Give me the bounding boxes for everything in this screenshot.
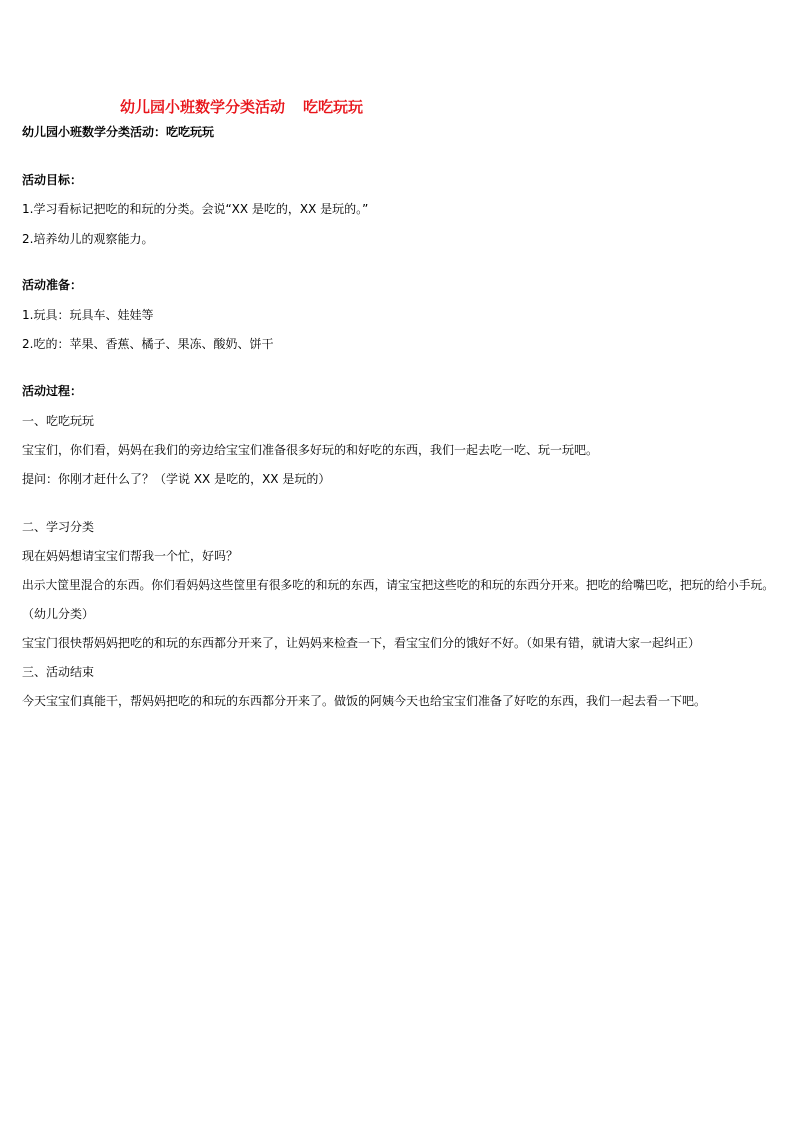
section-1-paragraph: 提问：你刚才赶什么了？（学说 XX 是吃的，XX 是玩的） bbox=[22, 472, 331, 486]
section-1-paragraph: 宝宝们，你们看，妈妈在我们的旁边给宝宝们准备很多好玩的和好吃的东西，我们一起去吃一吃、玩一玩吧。 bbox=[22, 443, 599, 457]
title-part-1: 幼儿园小班数学分类活动 bbox=[120, 98, 286, 116]
section-2-paragraph: 出示大筐里混合的东西。你们看妈妈这些筐里有很多吃的和玩的东西，请宝宝把这些吃的和玩的东西分开来。把吃的给嘴巴吃，把玩的给小手玩。 bbox=[22, 578, 774, 592]
goal-item: 2.培养幼儿的观察能力。 bbox=[22, 232, 154, 246]
section-2-title: 二、学习分类 bbox=[22, 520, 95, 534]
section-2-paragraph: （幼儿分类） bbox=[22, 607, 95, 621]
prep-item: 2.吃的：苹果、香蕉、橘子、果冻、酸奶、饼干 bbox=[22, 337, 274, 351]
section-3-paragraph: 今天宝宝们真能干，帮妈妈把吃的和玩的东西都分开来了。做饭的阿姨今天也给宝宝们准备了好吃的东西，我们一起去看一下吧。 bbox=[22, 694, 707, 708]
section-2-paragraph: 宝宝门很快帮妈妈把吃的和玩的东西都分开来了，让妈妈来检查一下，看宝宝们分的饿好不好。（如果有错，就请大家一起纠正） bbox=[22, 636, 701, 650]
goals-heading: 活动目标： bbox=[22, 173, 83, 187]
prep-heading: 活动准备： bbox=[22, 278, 83, 292]
section-2-paragraph: 现在妈妈想请宝宝们帮我一个忙，好吗？ bbox=[22, 549, 239, 563]
section-1-title: 一、吃吃玩玩 bbox=[22, 414, 95, 428]
process-heading: 活动过程： bbox=[22, 384, 83, 398]
title-part-2: 吃吃玩玩 bbox=[303, 98, 364, 116]
section-3-title: 三、活动结束 bbox=[22, 665, 95, 679]
goal-item: 1.学习看标记把吃的和玩的分类。会说“XX 是吃的，XX 是玩的。” bbox=[22, 202, 369, 216]
prep-item: 1.玩具：玩具车、娃娃等 bbox=[22, 308, 154, 322]
document-subtitle: 幼儿园小班数学分类活动：吃吃玩玩 bbox=[22, 125, 215, 139]
document-title bbox=[120, 97, 363, 117]
